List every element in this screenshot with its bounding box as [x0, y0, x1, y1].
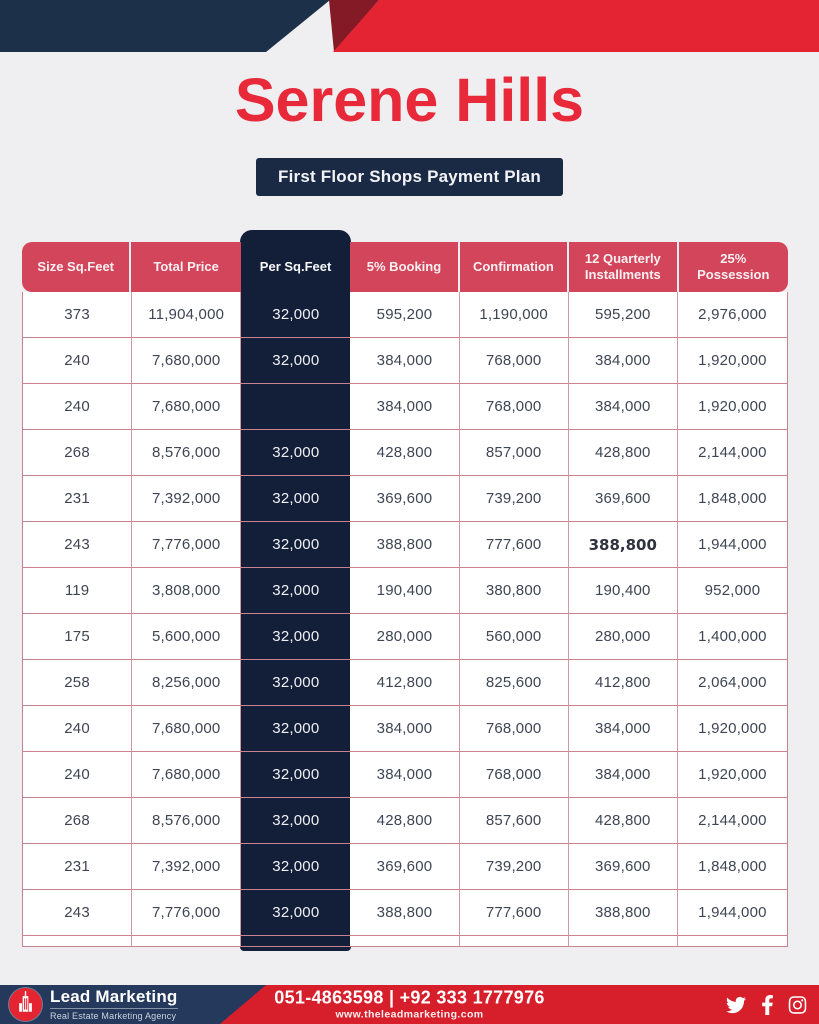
contact-block — [274, 988, 544, 1021]
payment-table-body — [22, 292, 788, 947]
table-cell: 1,920,000 — [678, 752, 787, 798]
table-cell: 768,000 — [460, 706, 569, 752]
table-cell: 2,144,000 — [678, 798, 787, 844]
table-cell: 384,000 — [569, 752, 678, 798]
table-cell: 1,920,000 — [678, 384, 787, 430]
table-cell: 231 — [23, 476, 132, 522]
brand-logo — [9, 988, 42, 1021]
table-cell: 5,600,000 — [132, 614, 241, 660]
table-row — [23, 660, 787, 706]
table-cell: 384,000 — [569, 384, 678, 430]
table-cell: 1,944,000 — [678, 522, 787, 568]
table-cell: 190,400 — [350, 568, 459, 614]
table-cell: 388,800 — [569, 890, 678, 936]
building-icon — [17, 991, 34, 1019]
table-cell: 369,600 — [350, 844, 459, 890]
table-cell: 384,000 — [350, 338, 459, 384]
table-cell: 280,000 — [569, 614, 678, 660]
table-cell: 32,000 — [241, 430, 350, 476]
payment-table — [22, 242, 788, 947]
table-cell: 32,000 — [241, 660, 350, 706]
footer-bar — [0, 985, 819, 1024]
table-cell: 388,800 — [569, 522, 678, 568]
table-row — [23, 706, 787, 752]
table-cell: 280,000 — [350, 614, 459, 660]
table-cell: 32,000 — [241, 752, 350, 798]
table-cell: 32,000 — [241, 844, 350, 890]
table-header-row — [22, 242, 788, 292]
table-cell: 7,776,000 — [132, 522, 241, 568]
table-cell: 190,400 — [569, 568, 678, 614]
table-cell: 2,064,000 — [678, 660, 787, 706]
table-cell: 243 — [23, 890, 132, 936]
brand-text — [50, 988, 178, 1021]
table-cell: 7,680,000 — [132, 338, 241, 384]
table-cell: 388,800 — [350, 522, 459, 568]
table-cell: 1,944,000 — [678, 890, 787, 936]
column-header: Size Sq.Feet — [22, 242, 131, 292]
table-cell: 384,000 — [569, 706, 678, 752]
subtitle-badge: First Floor Shops Payment Plan — [256, 158, 563, 196]
table-cell: 2,144,000 — [678, 430, 787, 476]
twitter-icon — [725, 995, 747, 1015]
table-cell: 240 — [23, 706, 132, 752]
table-cell: 1,848,000 — [678, 476, 787, 522]
subtitle-row — [0, 158, 819, 196]
table-cell: 32,000 — [241, 890, 350, 936]
table-cell: 384,000 — [350, 752, 459, 798]
table-row — [23, 752, 787, 798]
table-cell: 857,000 — [460, 430, 569, 476]
table-cell: 3,808,000 — [132, 568, 241, 614]
column-header: 5% Booking — [350, 242, 459, 292]
table-cell: 768,000 — [460, 384, 569, 430]
table-cell — [678, 936, 787, 946]
table-cell: 384,000 — [350, 706, 459, 752]
table-cell: 240 — [23, 384, 132, 430]
table-cell: 739,200 — [460, 844, 569, 890]
table-cell: 268 — [23, 430, 132, 476]
table-cell: 1,400,000 — [678, 614, 787, 660]
table-cell: 119 — [23, 568, 132, 614]
table-cell: 595,200 — [350, 292, 459, 338]
table-cell: 11,904,000 — [132, 292, 241, 338]
table-cell: 32,000 — [241, 706, 350, 752]
table-cell: 384,000 — [350, 384, 459, 430]
table-cell: 7,680,000 — [132, 752, 241, 798]
brand-block — [9, 988, 178, 1021]
table-cell: 7,392,000 — [132, 844, 241, 890]
table-cell: 412,800 — [569, 660, 678, 706]
table-cell: 7,680,000 — [132, 384, 241, 430]
table-cell: 175 — [23, 614, 132, 660]
table-row — [23, 844, 787, 890]
page-title: Serene Hills — [234, 66, 585, 134]
table-cell: 258 — [23, 660, 132, 706]
table-cell: 1,190,000 — [460, 292, 569, 338]
table-cell: 32,000 — [241, 568, 350, 614]
table-cell: 428,800 — [569, 430, 678, 476]
table-cell: 369,600 — [350, 476, 459, 522]
table-cell — [241, 384, 350, 430]
table-row — [23, 476, 787, 522]
table-cell: 243 — [23, 522, 132, 568]
table-cell: 32,000 — [241, 292, 350, 338]
table-cell — [23, 936, 132, 946]
table-cell: 595,200 — [569, 292, 678, 338]
instagram-icon — [788, 995, 807, 1015]
table-cell: 380,800 — [460, 568, 569, 614]
table-cell: 1,920,000 — [678, 706, 787, 752]
table-row — [23, 890, 787, 936]
table-cell: 32,000 — [241, 614, 350, 660]
table-cell: 768,000 — [460, 752, 569, 798]
table-row — [23, 522, 787, 568]
table-cell: 2,976,000 — [678, 292, 787, 338]
table-cell: 373 — [23, 292, 132, 338]
brand-name: Lead Marketing — [50, 988, 178, 1009]
column-header: Total Price — [131, 242, 240, 292]
table-cell — [569, 936, 678, 946]
table-cell: 428,800 — [350, 798, 459, 844]
table-row — [23, 430, 787, 476]
table-cell — [350, 936, 459, 946]
table-cell: 240 — [23, 338, 132, 384]
table-cell: 32,000 — [241, 798, 350, 844]
table-cell: 8,576,000 — [132, 798, 241, 844]
table-cell: 857,600 — [460, 798, 569, 844]
table-cell: 388,800 — [350, 890, 459, 936]
table-cell: 32,000 — [241, 338, 350, 384]
table-cell: 384,000 — [569, 338, 678, 384]
table-cell: 7,392,000 — [132, 476, 241, 522]
column-header: Per Sq.Feet — [259, 258, 332, 274]
facebook-icon — [761, 995, 774, 1015]
table-cell: 240 — [23, 752, 132, 798]
table-cell: 560,000 — [460, 614, 569, 660]
header-ribbon — [0, 0, 819, 52]
phone-numbers: 051-4863598 | +92 333 1777976 — [274, 987, 545, 1008]
table-cell: 231 — [23, 844, 132, 890]
table-cell — [241, 936, 350, 946]
table-row — [23, 384, 787, 430]
table-cell: 412,800 — [350, 660, 459, 706]
table-cell: 768,000 — [460, 338, 569, 384]
table-row — [23, 568, 787, 614]
table-cell: 8,576,000 — [132, 430, 241, 476]
table-cell: 825,600 — [460, 660, 569, 706]
website-url: www.theleadmarketing.com — [335, 1008, 484, 1021]
table-bottom-strip — [23, 936, 787, 946]
table-row — [23, 292, 787, 338]
table-cell: 32,000 — [241, 522, 350, 568]
table-cell: 428,800 — [569, 798, 678, 844]
table-cell: 1,920,000 — [678, 338, 787, 384]
table-cell: 369,600 — [569, 844, 678, 890]
table-cell: 952,000 — [678, 568, 787, 614]
column-header: Confirmation — [460, 242, 569, 292]
brand-tagline: Real Estate Marketing Agency — [50, 1010, 177, 1021]
column-header: 25% Possession — [679, 242, 788, 292]
table-cell — [132, 936, 241, 946]
table-cell: 7,776,000 — [132, 890, 241, 936]
table-row — [23, 614, 787, 660]
table-row — [23, 798, 787, 844]
column-header: 12 Quarterly Installments — [569, 242, 678, 292]
table-cell: 7,680,000 — [132, 706, 241, 752]
table-cell: 777,600 — [460, 890, 569, 936]
table-cell: 8,256,000 — [132, 660, 241, 706]
table-cell: 369,600 — [569, 476, 678, 522]
table-cell — [460, 936, 569, 946]
table-cell: 32,000 — [241, 476, 350, 522]
table-cell: 777,600 — [460, 522, 569, 568]
table-row — [23, 338, 787, 384]
social-icons — [725, 985, 807, 1024]
table-cell: 268 — [23, 798, 132, 844]
table-cell: 428,800 — [350, 430, 459, 476]
table-cell: 1,848,000 — [678, 844, 787, 890]
table-cell: 739,200 — [460, 476, 569, 522]
